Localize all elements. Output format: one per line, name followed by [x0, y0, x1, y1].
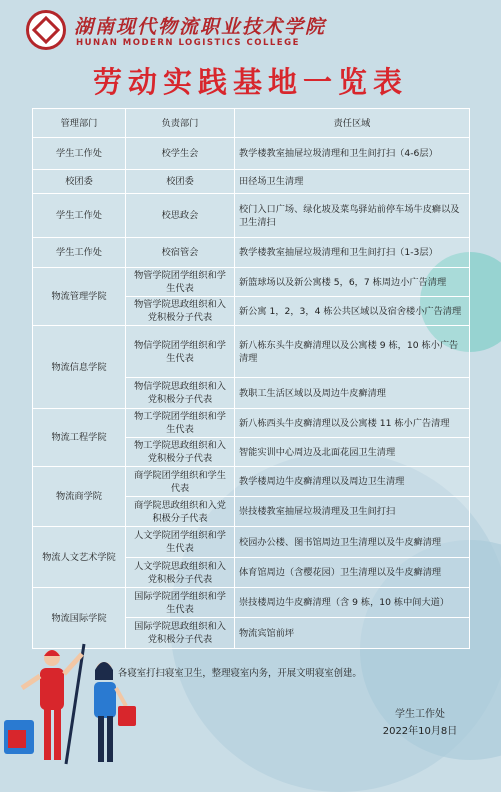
table-row: [33, 238, 470, 268]
area-cell: 智能实训中心周边及北面花园卫生清理: [235, 438, 470, 467]
header-cell: 管理部门: [33, 109, 126, 138]
base-table: [32, 108, 470, 649]
area-cell: 新篮球场以及新公寓楼 5，6，7 栋周边小广告清理: [235, 268, 470, 297]
sign-org: 学生工作处: [395, 709, 445, 720]
table-header-row: [33, 109, 470, 138]
resp-cell: 物管学院思政组织和入党积极分子代表: [126, 297, 235, 326]
college-name-en: HUNAN MODERN LOGISTICS COLLEGE: [76, 38, 300, 48]
area-cell: 新八栋东头牛皮癣清理以及公寓楼 9 栋，10 栋小广告清理: [235, 326, 470, 378]
area-cell: 田径场卫生清理: [235, 170, 470, 194]
resp-cell: 物信学院思政组织和入党积极分子代表: [126, 378, 235, 409]
dept-cell: 学生工作处: [33, 238, 126, 268]
sign-date: 2022年10月8日: [382, 726, 458, 737]
resp-cell: 国际学院思政组织和入党积极分子代表: [126, 618, 235, 649]
table-row: [33, 268, 470, 297]
area-cell: 体育馆周边（含樱花园）卫生清理以及牛皮癣清理: [235, 558, 470, 588]
resp-cell: 商学院思政组织和入党积极分子代表: [126, 497, 235, 527]
cleaning-workers-illustration: [0, 640, 150, 768]
dept-cell: 物流人文艺术学院: [33, 527, 126, 588]
table-row: [33, 527, 470, 558]
dept-cell: 物流工程学院: [33, 409, 126, 467]
resp-cell: 人文学院思政组织和入党积极分子代表: [126, 558, 235, 588]
area-cell: 崇技楼周边牛皮癣清理（含 9 栋，10 栋中间大道）: [235, 588, 470, 618]
footer-note: 各寝室打扫寝室卫生，整理寝室内务，开展文明寝室创建。: [118, 668, 362, 679]
table-row: [33, 138, 470, 170]
table-row: [33, 170, 470, 194]
dept-cell: 校团委: [33, 170, 126, 194]
area-cell: 物流宾馆前坪: [235, 618, 470, 649]
resp-cell: 校团委: [126, 170, 235, 194]
area-cell: 新公寓 1，2，3，4 栋公共区域以及宿舍楼小广告清理: [235, 297, 470, 326]
resp-cell: 人文学院团学组织和学生代表: [126, 527, 235, 558]
resp-cell: 物管学院团学组织和学生代表: [126, 268, 235, 297]
area-cell: 校门入口广场、绿化坡及菜鸟驿站前停车场牛皮癣以及卫生清扫: [235, 194, 470, 238]
dept-cell: 学生工作处: [33, 138, 126, 170]
area-cell: 教学楼教室抽屉垃圾清理和卫生间打扫（4-6层）: [235, 138, 470, 170]
table-row: [33, 467, 470, 497]
area-cell: 崇技楼教室抽屉垃圾清理及卫生间打扫: [235, 497, 470, 527]
college-name-cn: 湖南现代物流职业技术学院: [74, 16, 327, 38]
header: [0, 0, 501, 62]
resp-cell: 物信学院团学组织和学生代表: [126, 326, 235, 378]
page-title: 劳动实践基地一览表: [92, 65, 408, 99]
header-cell: 责任区域: [235, 109, 470, 138]
resp-cell: 物工学院思政组织和入党积极分子代表: [126, 438, 235, 467]
header-cell: 负责部门: [126, 109, 235, 138]
area-cell: 新八栋西头牛皮癣清理以及公寓楼 11 栋小广告清理: [235, 409, 470, 438]
table-row: [33, 588, 470, 618]
table-row: [33, 194, 470, 238]
dept-cell: 物流商学院: [33, 467, 126, 527]
table-row: [33, 326, 470, 378]
resp-cell: 商学院团学组织和学生代表: [126, 467, 235, 497]
area-cell: 教职工生活区域以及周边牛皮癣清理: [235, 378, 470, 409]
resp-cell: 校思政会: [126, 194, 235, 238]
area-cell: 校园办公楼、图书馆周边卫生清理以及牛皮癣清理: [235, 527, 470, 558]
dept-cell: 物流国际学院: [33, 588, 126, 649]
table-row: [33, 409, 470, 438]
signature-block: [372, 706, 468, 740]
resp-cell: 物工学院团学组织和学生代表: [126, 409, 235, 438]
college-logo-icon: [26, 10, 66, 50]
area-cell: 教学楼周边牛皮癣清理以及周边卫生清理: [235, 467, 470, 497]
resp-cell: 校学生会: [126, 138, 235, 170]
area-cell: 教学楼教室抽屉垃圾清理和卫生间打扫（1-3层）: [235, 238, 470, 268]
dept-cell: 物流管理学院: [33, 268, 126, 326]
dept-cell: 物流信息学院: [33, 326, 126, 409]
resp-cell: 校宿管会: [126, 238, 235, 268]
resp-cell: 国际学院团学组织和学生代表: [126, 588, 235, 618]
dept-cell: 学生工作处: [33, 194, 126, 238]
